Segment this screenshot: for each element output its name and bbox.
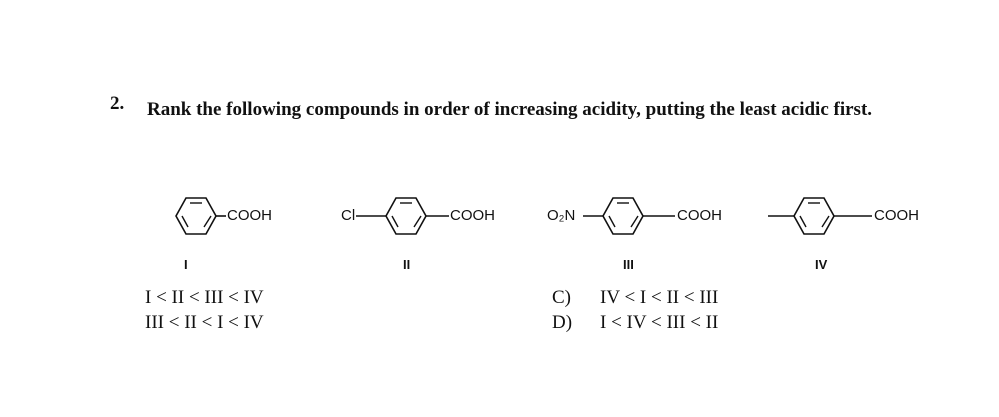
compound-i-right-group: COOH [227,207,272,224]
benzene-ring-icon [583,192,683,240]
option-b: III < II < I < IV [145,312,264,333]
compound-iii-left-group: O₂N [547,207,576,224]
compound-i-label: I [184,257,188,272]
benzene-ring-icon [168,192,228,240]
question-text: Rank the following compounds in order of increasing acidity, putting the least acidic first. [147,99,873,120]
option-c-label: C) [552,287,571,308]
compound-ii-right-group: COOH [450,207,495,224]
question-number: 2. [110,93,125,114]
compound-ii-label: II [403,257,411,272]
option-d-label: D) [552,312,573,333]
compound-iv-label: IV [815,257,828,272]
compound-ii-left-group: Cl [341,207,356,224]
compound-iii-label: III [623,257,634,272]
option-d: I < IV < III < II [600,312,719,333]
benzene-ring-icon [768,192,878,240]
option-a: I < II < III < IV [145,287,264,308]
benzene-ring-icon [356,192,456,240]
compound-iii-right-group: COOH [677,207,722,224]
option-c: IV < I < II < III [600,287,719,308]
compound-iv-right-group: COOH [874,207,919,224]
